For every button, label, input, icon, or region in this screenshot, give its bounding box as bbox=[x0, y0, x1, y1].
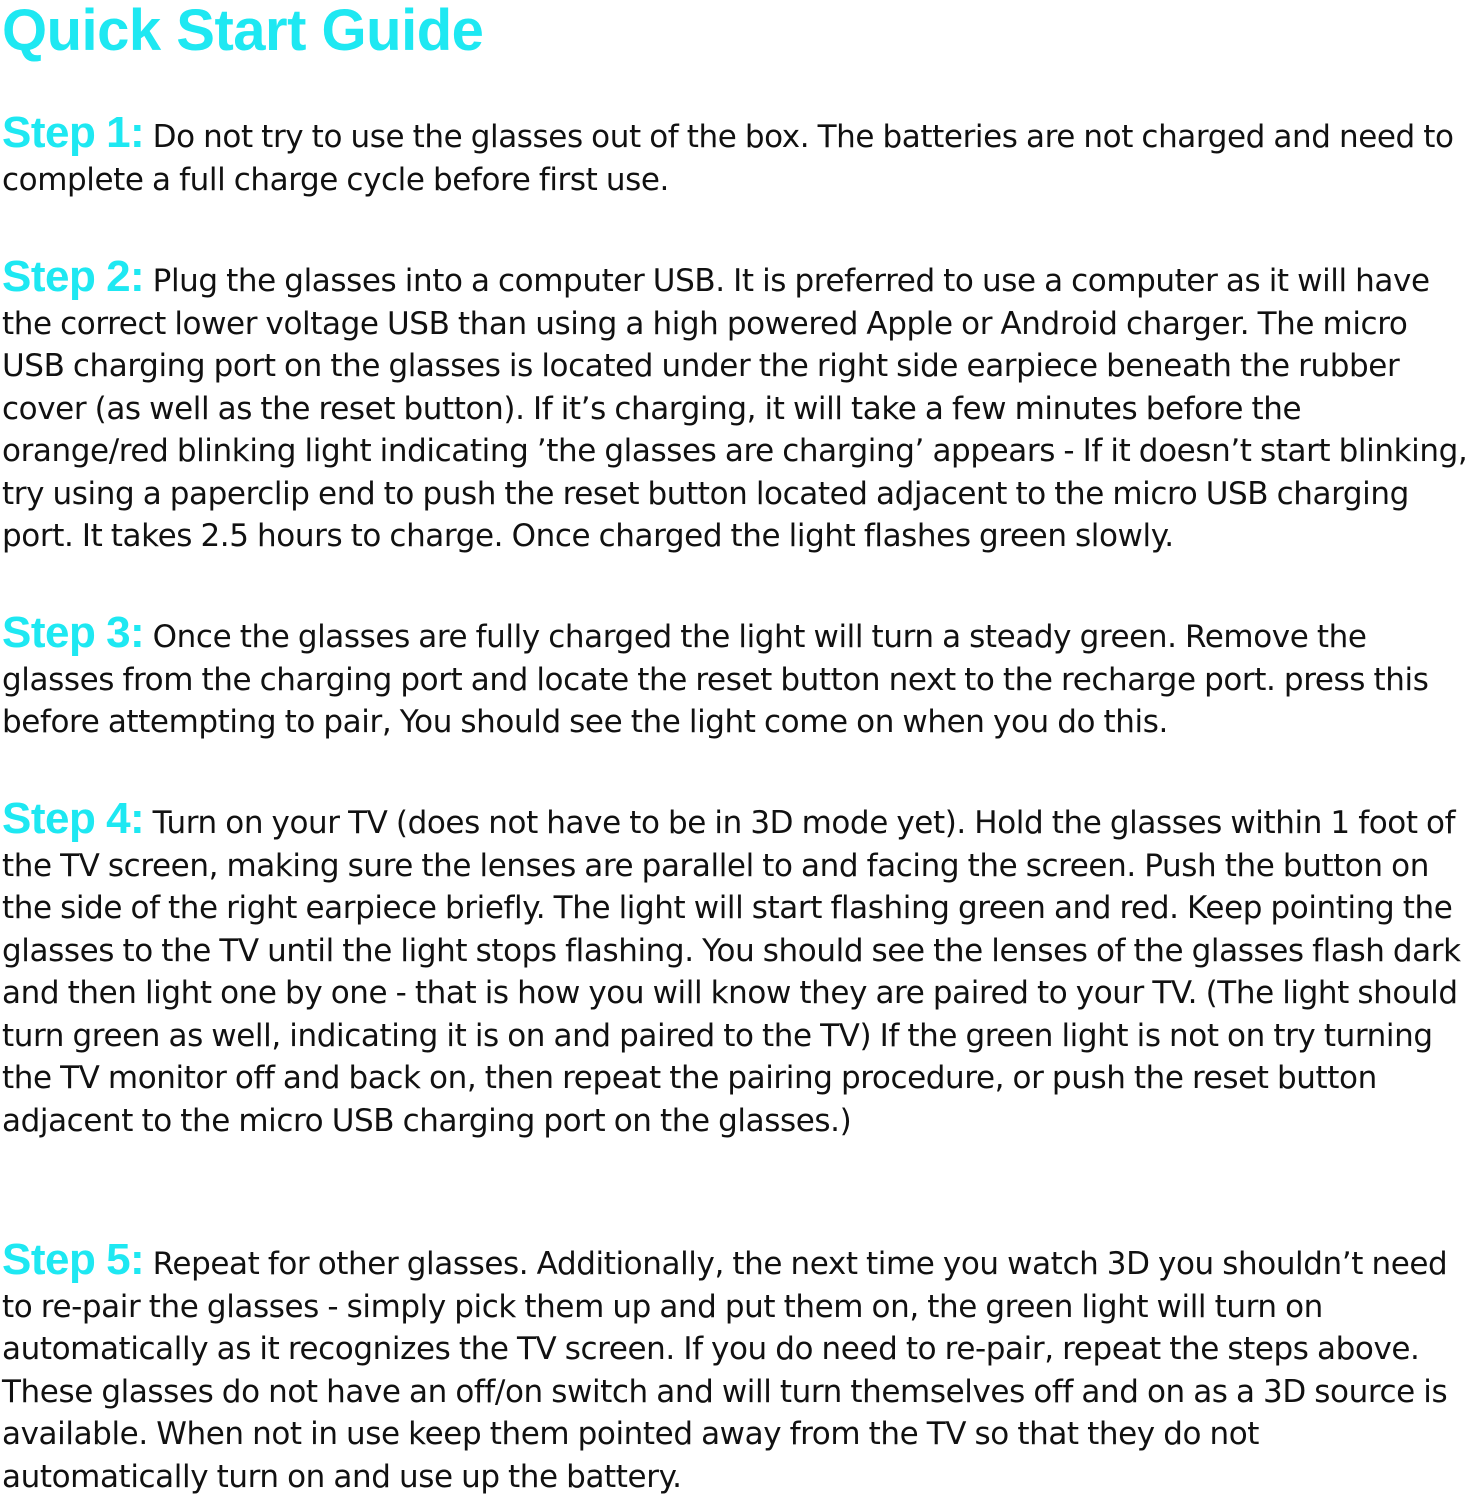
step-3-paragraph bbox=[2, 608, 1468, 744]
step-1-paragraph bbox=[2, 108, 1468, 201]
step-1-label: Step 1: bbox=[2, 108, 145, 157]
step-3-text: Once the glasses are fully charged the light will turn a steady green. Remove the glasses from the charging port and locate the reset button next to the recharge port. press this before attempting to pair, You should see the light come on when you do this. bbox=[2, 619, 1429, 740]
step-4-paragraph bbox=[2, 794, 1468, 1142]
step-1-text: Do not try to use the glasses out of the box. The batteries are not charged and need to complete a full charge cycle before first use. bbox=[2, 119, 1454, 198]
step-5-label: Step 5: bbox=[2, 1235, 145, 1284]
step-2-label: Step 2: bbox=[2, 252, 145, 301]
step-5-text: Repeat for other glasses. Additionally, the next time you watch 3D you shouldn’t need to re-pair the glasses - simply pick them up and put them on, the green light will turn on automatically as it recognizes the TV screen. If you do need to re-pair, repeat the steps above. These glasses do not have an off/on switch and will turn themselves off and on as a 3D source is available. When not in use keep them pointed away from the TV so that they do not automatically turn on and use up the battery. bbox=[2, 1246, 1448, 1495]
step-4-text: Turn on your TV (does not have to be in 3D mode yet). Hold the glasses within 1 foot of the TV screen, making sure the lenses are parallel to and facing the screen. Push the button on the side of the right earpiece briefly. The light will start flashing green and red. Keep pointing the glasses to the TV until the light stops flashing. You should see the lenses of the glasses flash dark and then light one by one - that is how you will know they are paired to your TV. (The light should turn green as well, indicating it is on and paired to the TV) If the green light is not on try turning the TV monitor off and back on, then repeat the pairing procedure, or push the reset button adjacent to the micro USB charging port on the glasses.) bbox=[2, 805, 1461, 1139]
step-3-label: Step 3: bbox=[2, 608, 145, 657]
step-2-text: Plug the glasses into a computer USB. It is preferred to use a computer as it will have the correct lower voltage USB than using a high powered Apple or Android charger. The micro USB charging port on the glasses is located under the right side earpiece beneath the rubber cover (as well as the reset button). If it’s charging, it will take a few minutes before the orange/red blinking light indicating ’the glasses are charging’ appears - If it doesn’t start blinking, try using a paperclip end to push the reset button located adjacent to the micro USB charging port. It takes 2.5 hours to charge. Once charged the light flashes green slowly. bbox=[2, 263, 1468, 554]
step-2-paragraph bbox=[2, 252, 1468, 558]
step-5-paragraph bbox=[2, 1235, 1468, 1498]
step-4-label: Step 4: bbox=[2, 794, 145, 843]
page-title: Quick Start Guide bbox=[2, 0, 484, 63]
